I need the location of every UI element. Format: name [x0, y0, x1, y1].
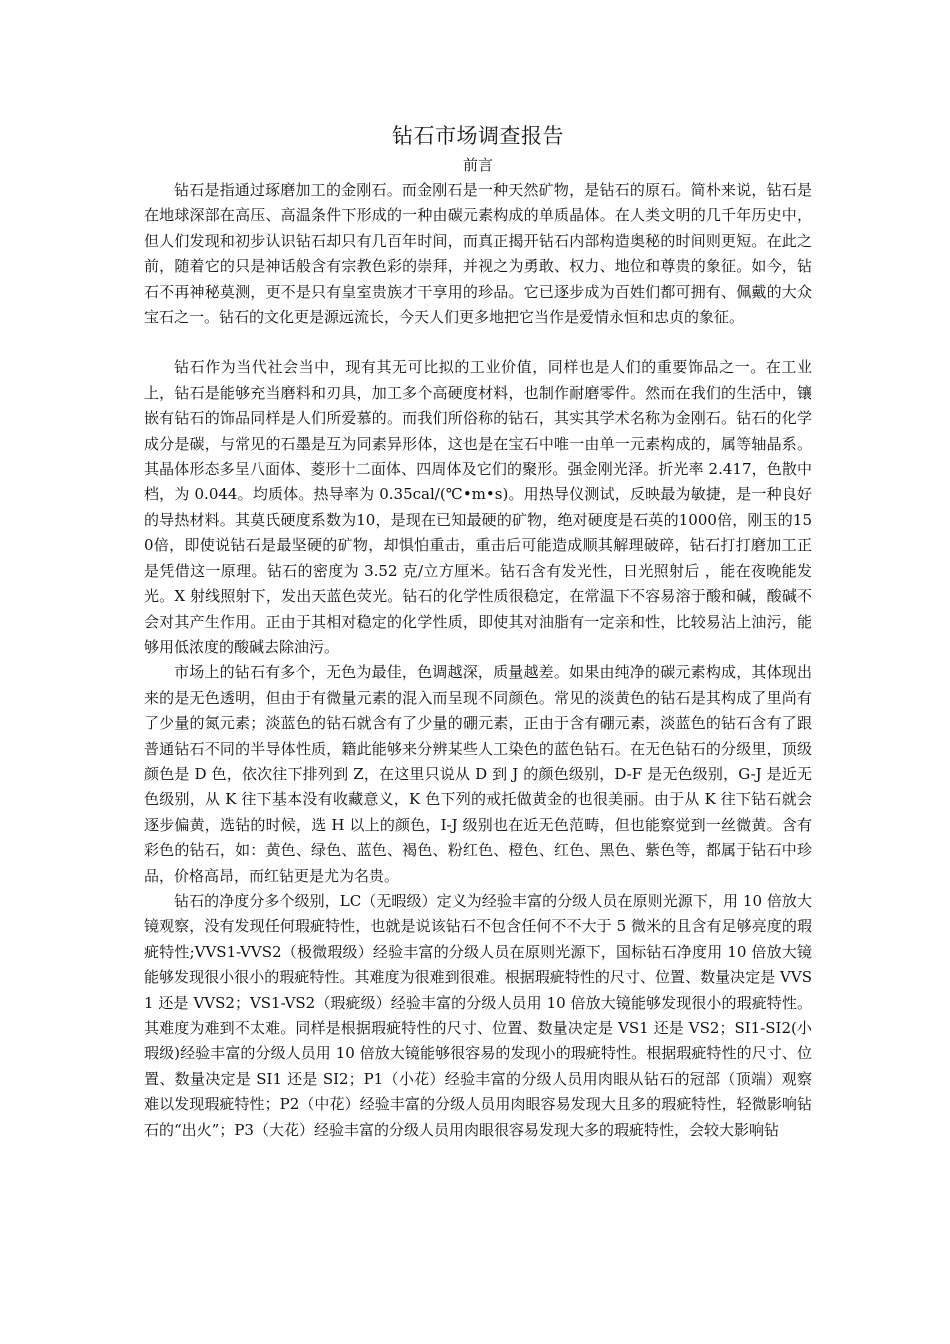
document-subtitle: 前言 — [462, 156, 493, 174]
paragraph-clarity-grades: 钻石的净度分多个级别，LC（无暇级）定义为经验丰富的分级人员在原则光源下，用 10 倍放大镜观察，没有发现任何瑕疵特性，也就是说该钻石不包含任何不不大于 5 微米的且含有足够亮度的瑕疵特性;VVS1-VVS2（极微瑕级）经验丰富的分级人员在原则光源下，国标钻石净度用 10 倍放大镜能够发现很小很小的瑕疵特性。其难度为很难到很难。根据瑕疵特性的尺寸、位置、数量决定是 VVS1 还是 VVS2；VS1-VS2（瑕疵级）经验丰富的分级人员用 10 倍放大镜能够发现很小的瑕疵特性。其难度为难到不太难。同样是根据瑕疵特性的尺寸、位置、数量决定是 VS1 还是 VS2；SI1-SI2(小瑕级)经验丰富的分级人员用 10 倍放大镜能够很容易的发现小的瑕疵特性。根据瑕疵特性的尺寸、位置、数量决定是 SI1 还是 SI2；P1（小花）经验丰富的分级人员用肉眼从钻石的冠部（顶端）观察难以发现瑕疵特性；P2（中花）经验丰富的分级人员用肉眼容易发现大且多的瑕疵特性，轻微影响钻石的“出火”；P3（大花）经验丰富的分级人员用肉眼很容易发现大多的瑕疵特性，会较大影响钻 — [144, 891, 812, 1139]
document-title: 钻石市场调查报告 — [392, 124, 564, 148]
paragraph-spacer — [144, 330, 812, 355]
document-page — [144, 118, 812, 1143]
paragraph-color-grades: 市场上的钻石有多个，无色为最佳，色调越深，质量越差。如果由纯净的碳元素构成，其体现出来的是无色透明，但由于有微量元素的混入而呈现不同颜色。常见的淡黄色的钻石是其构成了里尚有了少量的氮元素；淡蓝色的钻石就含有了少量的硼元素，正由于含有硼元素，淡蓝色的钻石含有了跟普通钻石不同的半导体性质，籍此能够来分辨某些人工染色的蓝色钻石。在无色钻石的分级里，顶级颜色是 D 色，依次往下排列到 Z，在这里只说从 D 到 J 的颜色级别，D-F 是无色级别，G-J 是近无色级别，从 K 往下基本没有收藏意义，K 色下列的戒托做黄金的也很美丽。由于从 K 往下钻石就会逐步偏黄，选钻的时候，选 H 以上的颜色，I-J 级别也在近无色范畴，但也能察觉到一丝微黄。含有彩色的钻石，如：黄色、绿色、蓝色、褐色、粉红色、橙色、红色、黑色、紫色等，都属于钻石中珍品，价格高昂，而红钻更是尤为名贵。 — [144, 663, 812, 885]
paragraph-properties: 钻石作为当代社会当中，现有其无可比拟的工业价值，同样也是人们的重要饰品之一。在工业上，钻石是能够充当磨料和刃具，加工多个高硬度材料，也制作耐磨零件。然而在我们的生活中，镶嵌有钻石的饰品同样是人们所爱慕的。而我们所俗称的钻石，其实其学术名称为金刚石。钻石的化学成分是碳，与常见的石墨是互为同素异形体，这也是在宝石中唯一由单一元素构成的，属等轴晶系。其晶体形态多呈八面体、菱形十二面体、四周体及它们的聚形。强金刚光泽。折光率 2.417，色散中档，为 0.044。均质体。热导率为 0.35cal/(℃•m•s)。用热导仪测试，反映最为敏捷，是一种良好的导热材料。其莫氏硬度系数为10，是现在已知最硬的矿物，绝对硬度是石英的1000倍，刚玉的150倍，即使说钻石是最坚硬的矿物，却惧怕重击，重击后可能造成顺其解理破碎，钻石打打磨加工正是凭借这一原理。钻石的密度为 3.52 克/立方厘米。钻石含有发光性，日光照射后 ，能在夜晚能发光。X 射线照射下，发出天蓝色荧光。钻石的化学性质很稳定，在常温下不容易溶于酸和碱，酸碱不会对其产生作用。正由于其相对稳定的化学性质，即使其对油脂有一定亲和性，比较易沾上油污，能够用低浓度的酸碱去除油污。 — [144, 358, 812, 656]
paragraph-intro: 钻石是指通过琢磨加工的金刚石。而金刚石是一种天然矿物，是钻石的原石。简朴来说，钻石是在地球深部在高压、高温条件下形成的一种由碳元素构成的单质晶体。在人类文明的几千年历史中，但人们发现和初步认识钻石却只有几百年时间，而真正揭开钻石内部构造奥秘的时间则更短。在此之前，随着它的只是神话般含有宗教色彩的崇拜，并视之为勇敢、权力、地位和尊贵的象征。如今，钻石不再神秘莫测，更不是只有皇室贵族才干享用的珍品。它已逐步成为百姓们都可拥有、佩戴的大众宝石之一。钻石的文化更是源远流长，今天人们更多地把它当作是爱情永恒和忠贞的象征。 — [144, 181, 812, 327]
